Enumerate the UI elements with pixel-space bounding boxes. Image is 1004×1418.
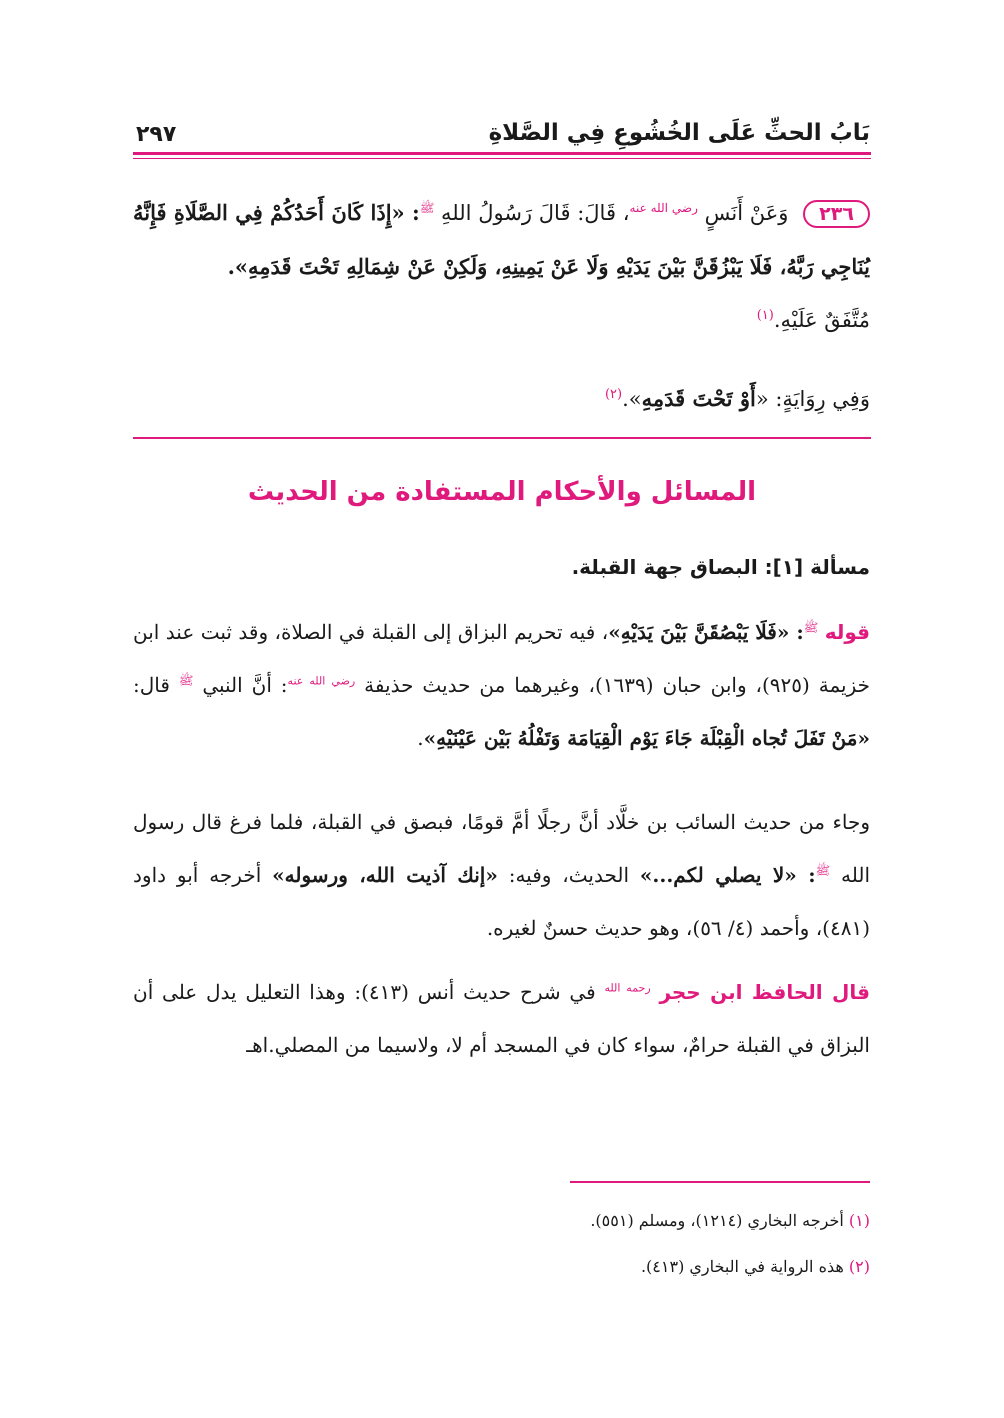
para1-honorific-saw: ﷺ	[178, 673, 194, 688]
para2-text3: أخرجه أبو داود (٤٨١)، وأحمد (٤/ ٥٦)، وهو حديث حسنٌ لغيره.	[133, 863, 870, 940]
hadith-intro: ، قَالَ: قَالَ رَسُولُ اللهِ	[441, 201, 630, 225]
section-rule	[133, 437, 871, 439]
para1-text4: .	[417, 726, 424, 750]
footnote-ref-2: (٢)	[604, 387, 623, 402]
header-rule	[133, 152, 871, 155]
riwaya-text	[133, 372, 870, 426]
para1-text1: ، فيه تحريم البزاق إلى القبلة في الصلاة، وقد ثبت عند ابن خزيمة (٩٢٥)، وابن حبان (١٦٣٩)، وغيرهما من حديث حذيفة	[133, 620, 871, 697]
honorific-ra: رضي الله عنه	[629, 201, 698, 215]
para1-text2: : أنَّ النبي	[202, 673, 288, 697]
para3-label: قال الحافظ ابن حجر	[659, 980, 870, 1004]
footnote-1	[133, 1208, 870, 1234]
masala-heading: مسألة [١]: البصاق جهة القبلة.	[571, 555, 870, 579]
footnote-1-text: أخرجه البخاري (١٢١٤)، ومسلم (٥٥١).	[590, 1211, 844, 1230]
para2-text1: وجاء من حديث السائب بن خلَّاد أنَّ رجلًا أمَّ قومًا، فبصق في القبلة، فلما فرغ قال رسول الله	[133, 810, 871, 887]
footnote-ref-1: (١)	[756, 308, 774, 323]
footnote-1-number: (١)	[848, 1211, 870, 1230]
hadith-number: ٢٣٦	[803, 200, 870, 228]
para2-text2: الحديث، وفيه:	[497, 863, 640, 887]
para3-text: في شرح حديث أنس (٤١٣): وهذا التعليل يدل على أن البزاق في القبلة حرامٌ، سواء كان في المسجد أم لا، ولاسيما من المصلي.اهـ	[133, 980, 870, 1057]
para1-honorific-ra: رضي الله عنه	[287, 674, 356, 688]
section-heading: المسائل والأحكام المستفادة من الحديث	[247, 477, 757, 507]
riwaya-quote: أَوْ تَحْتَ قَدَمِهِ	[641, 386, 756, 411]
para2-quote2: «إنك آذيت الله، ورسوله»	[272, 863, 498, 887]
hadith-source: مُتَّفَقٌ عَلَيْهِ.	[773, 308, 870, 332]
page-number: ٢٩٧	[136, 122, 177, 147]
para2-honorific: ﷺ	[815, 863, 831, 878]
para2-quote1: : «لا يصلي لكم...»	[639, 863, 816, 887]
para1-text3: قال:	[133, 673, 170, 697]
para1-honorific: ﷺ	[803, 620, 819, 635]
paragraph-3	[133, 966, 870, 1072]
para1-quote2: «مَنْ تَفَلَ تُجاه الْقِبْلَة جَاءَ يَوْم الْقِيَامَة وَتَفْلُهُ بَيْن عَيْنَيْهِ»	[423, 726, 870, 750]
footnote-separator	[570, 1181, 870, 1183]
paragraph-1	[133, 606, 870, 765]
hadith-narrator: وَعَنْ أَنَسٍ	[704, 201, 789, 225]
hadith-text	[133, 186, 870, 347]
footnote-2-text: هذه الرواية في البخاري (٤١٣).	[640, 1257, 844, 1276]
para3-honorific: رحمه الله	[604, 981, 651, 995]
riwaya-intro: وَفِي رِوَايَةٍ: «	[755, 387, 870, 411]
footnote-2-number: (٢)	[848, 1257, 870, 1276]
footnote-2	[133, 1254, 870, 1280]
hadith-quote: : «إِذَا كَانَ أَحَدُكُمْ فِي الصَّلَاةِ فَإِنَّهُ يُنَاجِي رَبَّهُ، فَلَا يَبْزُقَنَّ بَيْنَ يَدَيْهِ وَلَا عَنْ يَمِينِهِ، وَلَكِنْ عَنْ شِمَالِهِ تَحْتَ قَدَمِهِ».	[133, 200, 870, 279]
header-rule-thin	[133, 158, 871, 159]
para1-quote: : «فَلَا يَبْصُقَنَّ بَيْنَ يَدَيْهِ»	[608, 620, 804, 644]
paragraph-2	[133, 796, 870, 955]
para1-label: قوله	[824, 620, 871, 644]
chapter-title: بَابُ الحثِّ عَلَى الخُشُوعِ فِي الصَّلاةِ	[488, 120, 870, 146]
riwaya-end: ».	[622, 387, 642, 411]
honorific-saw: ﷺ	[419, 201, 435, 215]
